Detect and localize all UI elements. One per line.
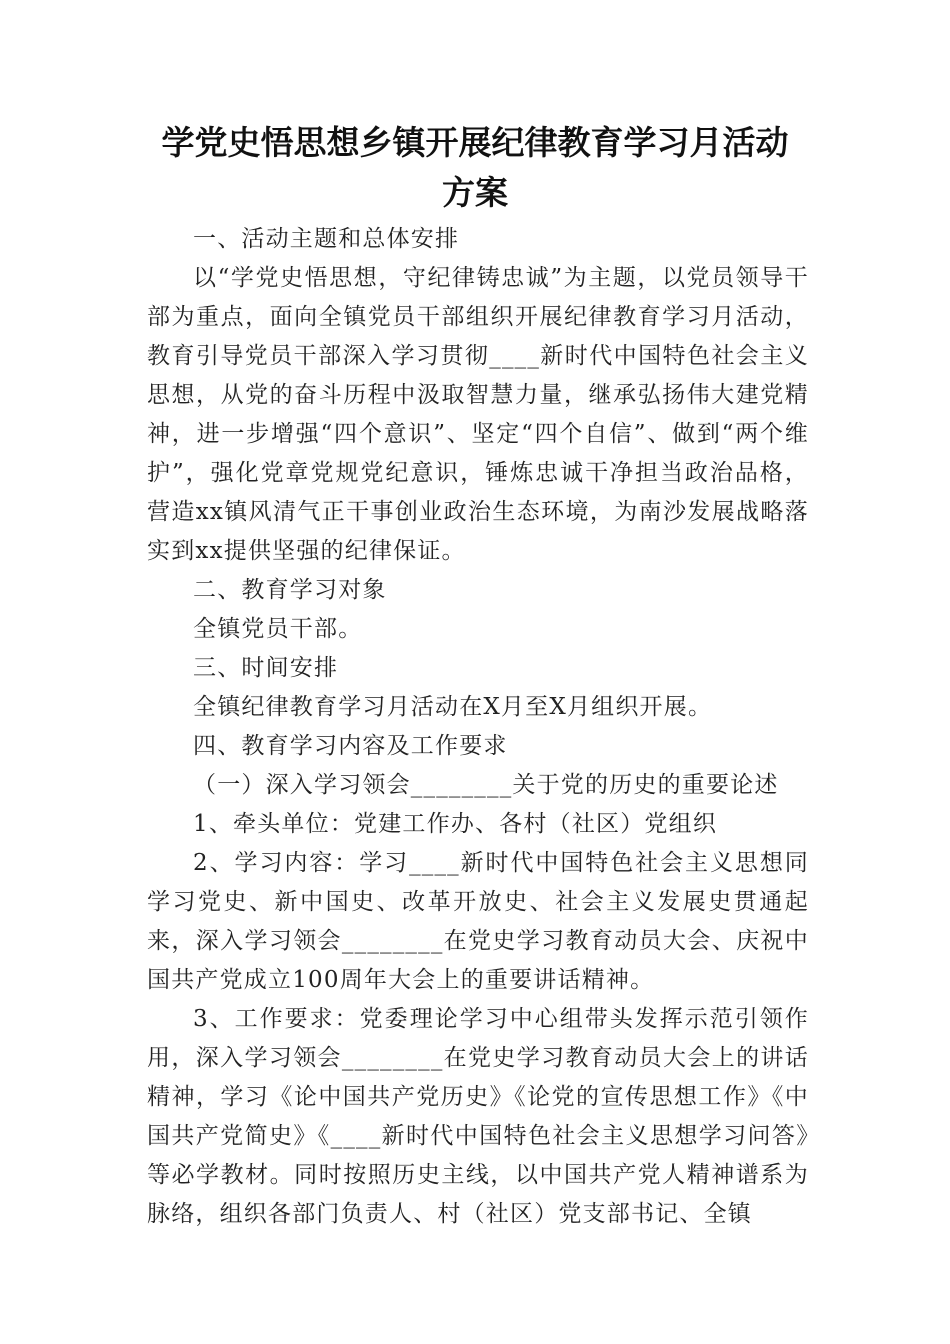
subsection-heading-1: （一）深入学习领会________关于党的历史的重要论述 — [193, 772, 779, 798]
section-heading-1: 一、活动主题和总体安排 — [193, 226, 460, 252]
list-item-work-requirements: 3、工作要求：党委理论学习中心组带头发挥示范引领作用，深入学习领会________在党史学习教育动员大会上的讲话精神，学习《论中国共产党历史》《论党的宣传思想工作》《中国共产党简史》《____新时代中国特色社会主义思想学习问答》等必学教材。同时按照历史主线，以中国共产党人精神谱系为脉络，组织各部门负责人、村（社区）党支部书记、全镇 — [147, 1006, 809, 1227]
list-item-lead-unit: 1、牵头单位：党建工作办、各村（社区）党组织 — [193, 811, 718, 837]
section-heading-3: 三、时间安排 — [193, 655, 339, 681]
document-title-line-2: 方案 — [442, 173, 508, 212]
body-paragraph-theme: 以“学党史悟思想，守纪律铸忠诚”为主题，以党员领导干部为重点，面向全镇党员干部组织开展纪律教育学习月活动，教育引导党员干部深入学习贯彻____新时代中国特色社会主义思想，从党的奋斗历程中汲取智慧力量，继承弘扬伟大建党精神，进一步增强“四个意识”、坚定“四个自信”、做到“两个维护”，强化党章党规党纪意识，锤炼忠诚干净担当政治品格，营造xx镇风清气正干事创业政治生态环境，为南沙发展战略落实到xx提供坚强的纪律保证。 — [147, 265, 809, 564]
document-title-line-1: 学党史悟思想乡镇开展纪律教育学习月活动 — [161, 123, 789, 162]
body-paragraph-audience: 全镇党员干部。 — [193, 616, 363, 642]
section-heading-2: 二、教育学习对象 — [193, 577, 387, 603]
list-item-study-content: 2、学习内容：学习____新时代中国特色社会主义思想同学习党史、新中国史、改革开放史、社会主义发展史贯通起来，深入学习领会________在党史学习教育动员大会、庆祝中国共产党成立100周年大会上的重要讲话精神。 — [147, 850, 809, 993]
body-paragraph-schedule: 全镇纪律教育学习月活动在X月至X月组织开展。 — [193, 694, 713, 720]
document-body — [147, 220, 809, 1234]
section-heading-4: 四、教育学习内容及工作要求 — [193, 733, 508, 759]
